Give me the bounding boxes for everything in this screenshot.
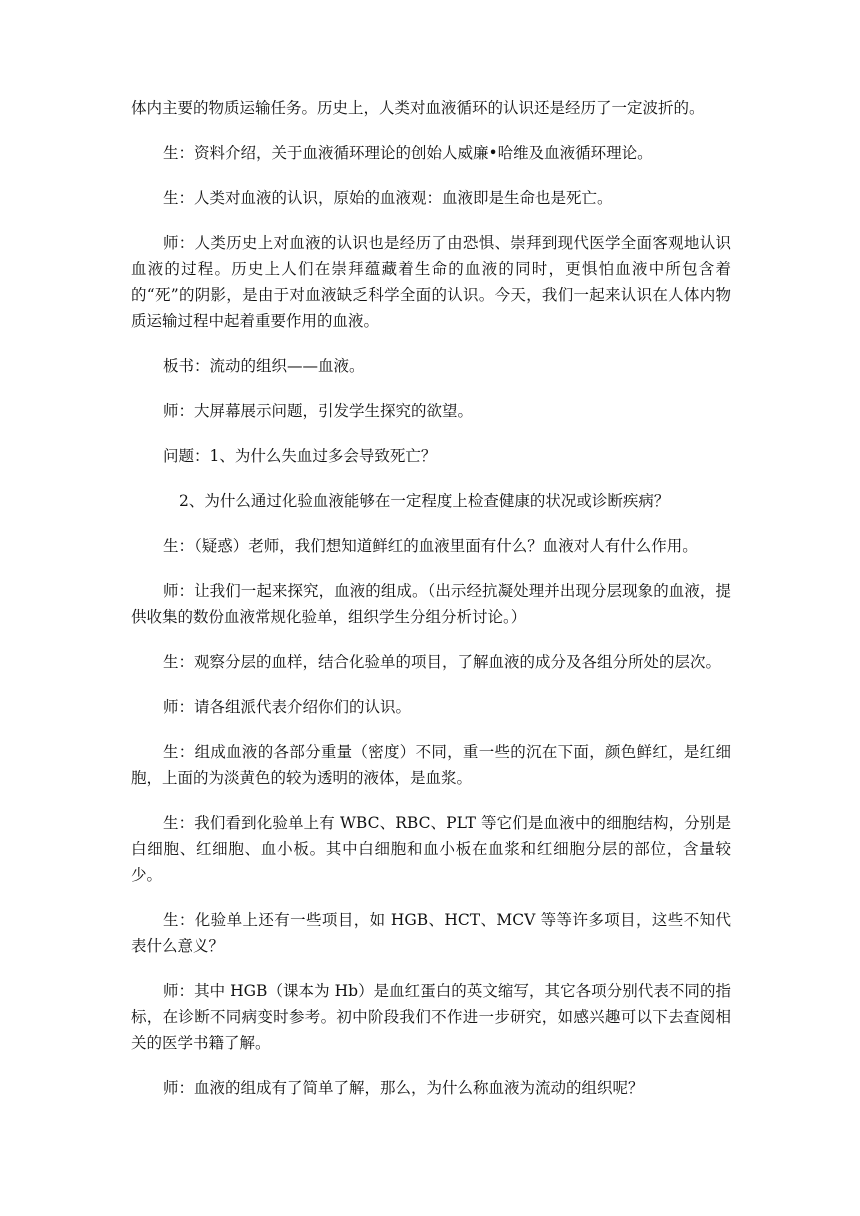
- paragraph-gap: [131, 720, 731, 739]
- paragraph-gap: [131, 166, 731, 185]
- paragraph-teacher-flowing-tissue: 师：血液的组成有了简单了解，那么，为什么称血液为流动的组织呢？: [163, 1079, 644, 1097]
- paragraph-student-cells: 生：我们看到化验单上有 WBC、RBC、PLT 等它们是血液中的细胞结构，分别是白细胞、红细胞、血小板。其中白细胞和血小板在血浆和红细胞分层的部位，含量较少。: [131, 814, 731, 884]
- paragraph-gap: [131, 121, 731, 140]
- paragraph-gap: [131, 379, 731, 398]
- paragraph-student-observe: 生：观察分层的血样，结合化验单的项目，了解血液的成分及各组分所处的层次。: [163, 653, 722, 671]
- paragraph-gap: [131, 675, 731, 694]
- paragraph-gap: [131, 559, 731, 578]
- paragraph-gap: [131, 211, 731, 230]
- paragraph-student-blood-view: 生：人类对血液的认识，原始的血液观：血液即是生命也是死亡。: [163, 189, 613, 207]
- document-body: [131, 95, 731, 1101]
- paragraph-gap: [131, 334, 731, 353]
- paragraph-gap: [131, 469, 731, 488]
- paragraph-gap: [131, 791, 731, 810]
- paragraph-teacher-history: 师：人类历史上对血液的认识也是经历了由恐惧、崇拜到现代医学全面客观地认识血液的过程。历史上人们在崇拜蕴藏着生命的血液的同时，更惧怕血液中所包含着的“死”的阴影，是由于对血液缺乏科学全面的认识。今天，我们一起来认识在人体内物质运输过程中起着重要作用的血液。: [131, 234, 731, 330]
- paragraph-gap: [131, 1056, 731, 1075]
- paragraph-student-layers: 生：组成血液的各部分重量（密度）不同，重一些的沉在下面，颜色鲜红，是红细胞，上面的为淡黄色的较为透明的液体，是血浆。: [131, 743, 731, 787]
- paragraph-board-note: 板书：流动的组织——血液。: [163, 357, 365, 375]
- paragraph-gap: [131, 630, 731, 649]
- paragraph-question-2: 2、为什么通过化验血液能够在一定程度上检查健康的状况或诊断疾病？: [179, 492, 670, 510]
- paragraph-gap: [131, 959, 731, 978]
- paragraph-question-1: 问题：1、为什么失血过多会导致死亡？: [163, 447, 437, 465]
- paragraph-gap: [131, 514, 731, 533]
- paragraph-gap: [131, 888, 731, 907]
- paragraph-teacher-hgb: 师：其中 HGB（课本为 Hb）是血红蛋白的英文缩写，其它各项分别代表不同的指标，在诊断不同病变时参考。初中阶段我们不作进一步研究，如感兴趣可以下去查阅相关的医学书籍了解。: [131, 982, 731, 1052]
- paragraph-student-harvey: 生：资料介绍，关于血液循环理论的创始人威廉•哈维及血液循环理论。: [163, 144, 653, 162]
- paragraph-teacher-explore: 师：让我们一起来探究，血液的组成。（出示经抗凝处理并出现分层现象的血液，提供收集的数份血液常规化验单，组织学生分组分析讨论。）: [131, 582, 731, 626]
- paragraph-student-items: 生：化验单上还有一些项目，如 HGB、HCT、MCV 等等许多项目，这些不知代表什么意义？: [131, 911, 731, 955]
- paragraph-gap: [131, 424, 731, 443]
- paragraph-continuation: 体内主要的物质运输任务。历史上，人类对血液循环的认识还是经历了一定波折的。: [131, 99, 705, 117]
- paragraph-teacher-groups: 师：请各组派代表介绍你们的认识。: [163, 698, 412, 716]
- paragraph-teacher-screen: 师：大屏幕展示问题，引发学生探究的欲望。: [163, 402, 474, 420]
- paragraph-student-doubt: 生：（疑惑）老师，我们想知道鲜红的血液里面有什么？血液对人有什么作用。: [163, 537, 698, 555]
